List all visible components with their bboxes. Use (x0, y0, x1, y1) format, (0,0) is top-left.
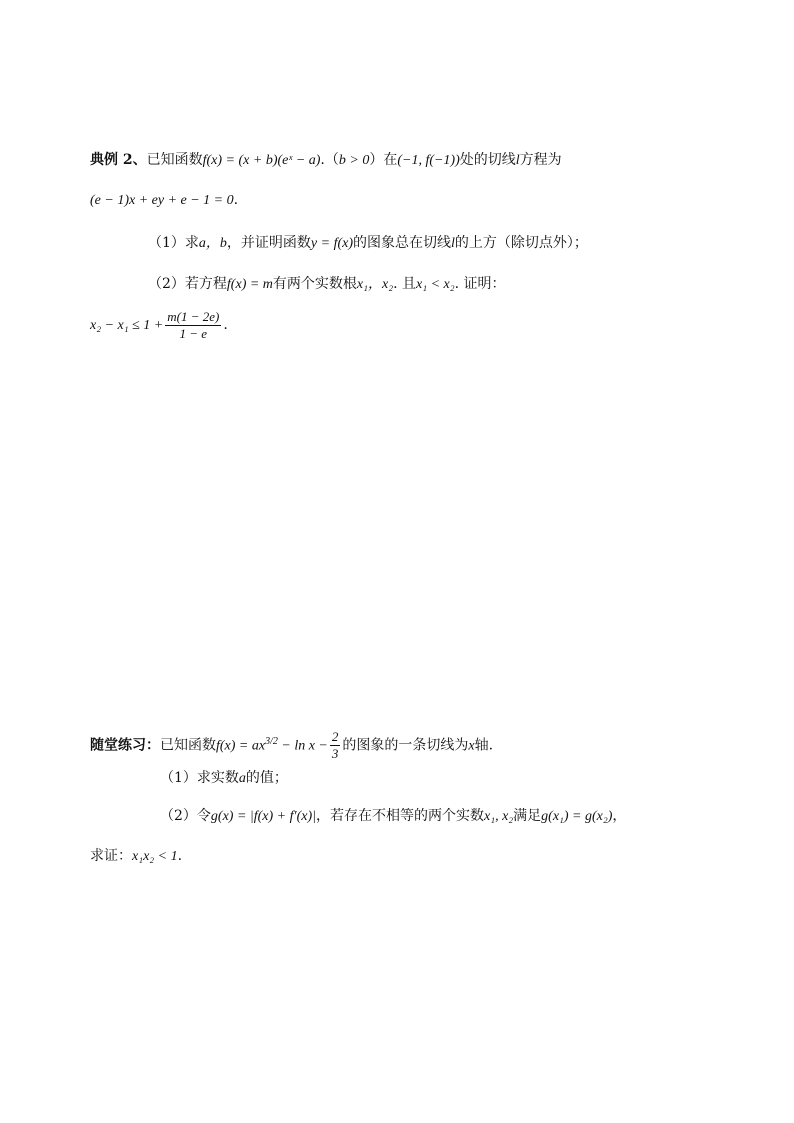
text: 处的切线 (459, 152, 516, 168)
example2-line-1 (90, 150, 562, 171)
practice-prove (90, 846, 182, 867)
text: .（ (320, 152, 339, 168)
text: ）在 (369, 152, 398, 168)
practice-line-1 (90, 722, 493, 767)
text: 求证： (90, 848, 132, 864)
text: 轴. (474, 737, 494, 754)
roots: x₁，x₂ (356, 277, 394, 292)
text: 的图象的一条切线为 (342, 737, 469, 754)
text: （1）求实数 (160, 770, 239, 786)
practice-part-1 (160, 768, 288, 789)
tangent-point: (−1, f(−1)) (397, 153, 460, 168)
practice-part-2 (160, 806, 626, 827)
text: . 证明： (454, 276, 506, 292)
fraction-numerator: 2 (331, 729, 339, 745)
tangent-equation: (e − 1)x + ey + e − 1 = 0 (90, 193, 234, 208)
exponent: 3/2 (265, 736, 278, 747)
text: 的图象总在切线 (353, 235, 452, 251)
text: . 且 (393, 276, 416, 292)
fraction-numerator: m(1 − 2e) (167, 308, 220, 324)
variable: a (238, 771, 246, 786)
text: . (177, 848, 183, 864)
axis-name: x (468, 738, 475, 754)
prove-statement: x₁x₂ < 1 (132, 849, 178, 864)
text: （2）令 (160, 808, 211, 824)
text: 已知函数 (160, 737, 216, 754)
text: . (223, 317, 228, 333)
text: （2）若方程 (148, 276, 227, 292)
text: 方程为 (519, 152, 562, 168)
fraction (330, 729, 341, 762)
text: ，并证明函数 (226, 235, 311, 251)
text: （1）求 (148, 235, 199, 251)
example2-inequality (90, 308, 228, 343)
text: ， (612, 808, 627, 824)
text: 的值； (245, 770, 288, 786)
inequality-left: x₂ − x₁ ≤ 1 + (90, 318, 164, 333)
text: 的上方（除切点外）； (454, 235, 588, 251)
text: . (233, 192, 239, 208)
text: ，若存在不相等的两个实数 (315, 808, 484, 824)
variables: x₁, x₂ (483, 809, 514, 824)
fraction-denominator: 1 − e (179, 325, 208, 341)
variables: a，b (198, 236, 227, 251)
equation: g(x₁) = g(x₂) (541, 809, 613, 824)
fraction (165, 309, 221, 342)
example2-part-1 (148, 233, 588, 254)
practice-label: 随堂练习： (90, 737, 160, 754)
function-left: f(x) = ax (216, 738, 266, 754)
order: x₁ < x₂ (416, 277, 455, 292)
fraction-denominator: 3 (331, 746, 339, 762)
text: 满足 (513, 808, 542, 824)
text: 有两个实数根 (272, 276, 357, 292)
function-definition: f(x) = (x + b)(eˣ − a) (202, 153, 321, 168)
condition: b > 0 (338, 153, 370, 168)
example2-part-2 (148, 274, 506, 295)
example2-line-2 (90, 190, 238, 211)
definition: g(x) = |f(x) + f′(x)| (210, 809, 316, 824)
text: 已知函数 (146, 152, 203, 168)
function: y = f(x) (310, 236, 354, 251)
example2-label: 典例 2、 (90, 152, 147, 168)
function-middle: − ln x − (277, 738, 328, 754)
line-name: l (451, 236, 455, 251)
line-name: l (515, 153, 520, 168)
equation: f(x) = m (226, 277, 273, 292)
